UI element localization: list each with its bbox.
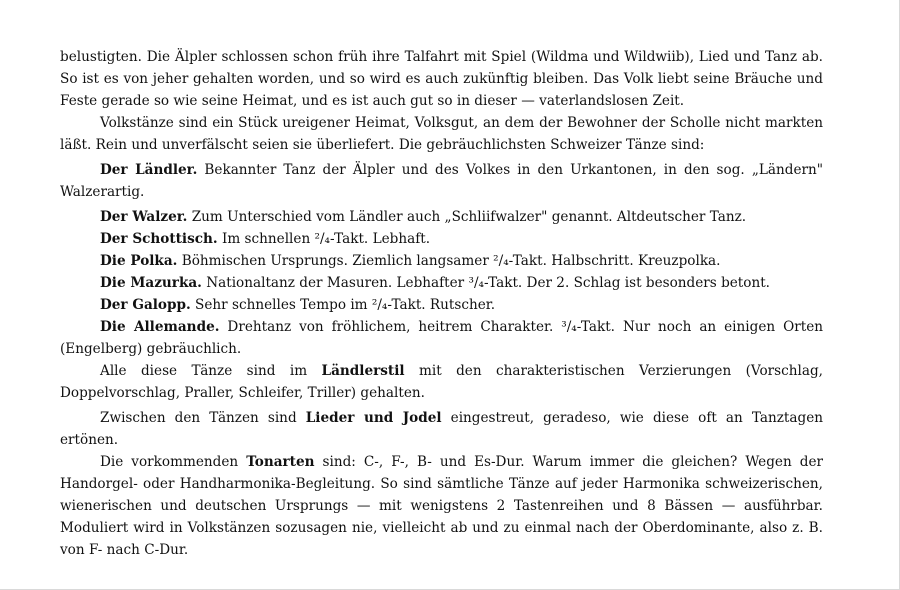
dance-title: Die Polka. <box>100 253 178 269</box>
dance-title: Die Mazurka. <box>100 275 202 291</box>
emphasis-tonarten: Tonarten <box>246 454 315 470</box>
paragraph-laendlerstil <box>60 360 823 404</box>
text-run: Die vorkommenden <box>100 454 247 470</box>
paragraph-tonarten <box>60 451 823 561</box>
dance-description: Sehr schnelles Tempo im ²/₄-Takt. Rutscher. <box>190 297 496 313</box>
dance-description: Bekannter Tanz der Älpler und des Volkes in den Urkantonen, in den sog. „Ländern" Walzerartig. <box>60 162 823 200</box>
dance-title: Der Schottisch. <box>100 231 218 247</box>
dance-title: Der Ländler. <box>100 162 198 178</box>
paragraph-volkstaenze: Volkstänze sind ein Stück ureigener Heimat, Volksgut, an dem der Bewohner der Scholle nicht markten läßt. Rein und unverfälscht seien sie überliefert. Die gebräuchlichsten Schweizer Tänze sind: <box>60 115 823 153</box>
dance-schottisch <box>60 228 823 250</box>
paragraph-lieder-jodel <box>60 407 823 451</box>
text-run: Zwischen den Tänzen sind <box>100 410 306 426</box>
text-run: eingestreut, geradeso, wie diese oft an Tanztagen ertönen. <box>60 410 823 448</box>
dance-allemande <box>60 316 823 360</box>
dance-description: Zum Unterschied vom Ländler auch „Schliifwalzer" genannt. Altdeutscher Tanz. <box>187 209 747 225</box>
dance-description: Im schnellen ²/₄-Takt. Lebhaft. <box>217 231 431 247</box>
dance-mazurka <box>60 272 823 294</box>
dance-polka <box>60 250 823 272</box>
emphasis-laendlerstil: Ländlerstil <box>321 363 405 379</box>
dance-description: Drehtanz von fröhlichem, heitrem Charakter. ³/₄-Takt. Nur noch an einigen Orten (Engelberg) gebräuchlich. <box>60 319 823 357</box>
dance-laendler <box>60 159 823 203</box>
emphasis-lieder-jodel: Lieder und Jodel <box>305 410 442 426</box>
body-text <box>60 46 823 561</box>
dance-title: Der Walzer. <box>100 209 188 225</box>
dance-title: Die Allemande. <box>100 319 220 335</box>
dance-description: Nationaltanz der Masuren. Lebhafter ³/₄-Takt. Der 2. Schlag ist besonders betont. <box>201 275 770 291</box>
dance-walzer <box>60 206 823 228</box>
text-run: Alle diese Tänze sind im <box>100 363 322 379</box>
dance-title: Der Galopp. <box>100 297 191 313</box>
dance-galopp <box>60 294 823 316</box>
text-run: sind: C-, F-, B- und Es-Dur. Warum immer die gleichen? Wegen der Handorgel- oder Handharmonika-Begleitung. So sind sämtliche Tänze auf jeder Harmonika schweizerischen, wienerischen und deutschen Ursprungs — mit wenigstens 2 Tastenreihen und 8 Bässen — ausführbar. Moduliert wird in Volkstänzen sozusagen nie, vielleicht ab und zu einmal nach der Oberdominante, also z. B. von F- nach C-Dur. <box>60 454 823 558</box>
paragraph-intro: belustigten. Die Älpler schlossen schon früh ihre Talfahrt mit Spiel (Wildma und Wildwiib), Lied und Tanz ab. So ist es von jeher gehalten worden, und so wird es auch zukünftig bleiben. Das Volk liebt seine Bräuche und Feste gerade so wie seine Heimat, und es ist auch gut so in dieser — vaterlandslosen Zeit. <box>60 49 823 109</box>
dance-description: Böhmischen Ursprungs. Ziemlich langsamer ²/₄-Takt. Halbschritt. Kreuzpolka. <box>177 253 721 269</box>
text-run: mit den charakteristischen Verzierungen (Vorschlag, Doppelvorschlag, Praller, Schleifer, Triller) gehalten. <box>60 363 823 401</box>
